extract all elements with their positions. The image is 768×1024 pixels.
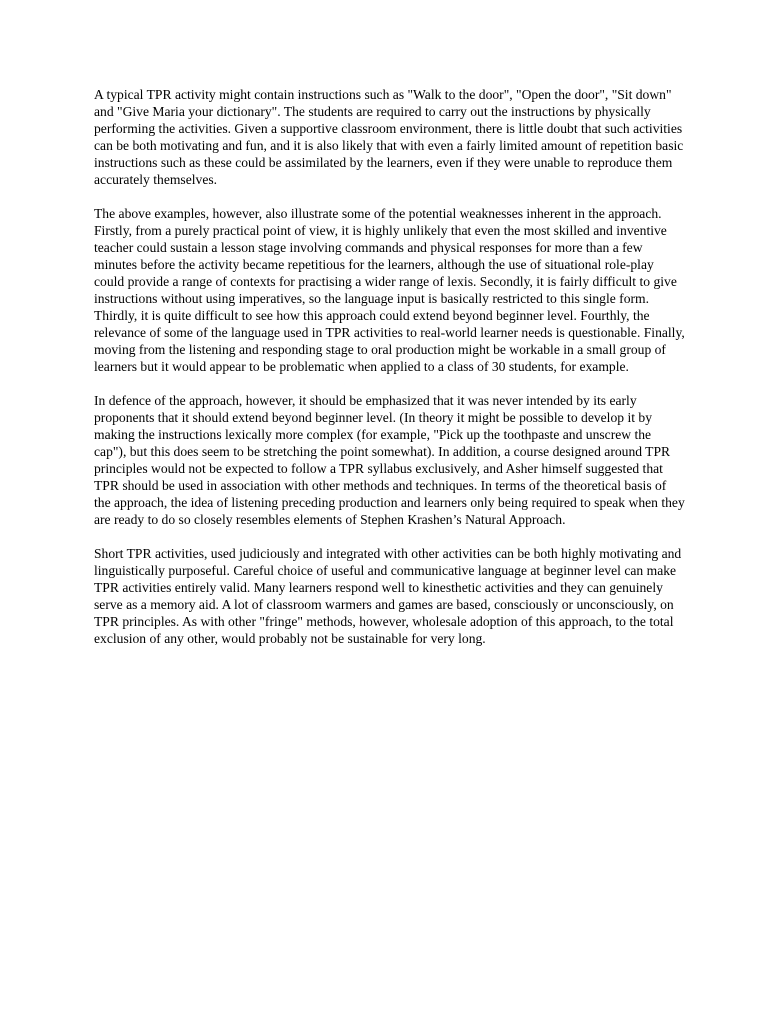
paragraph-2: The above examples, however, also illustrate some of the potential weaknesses inherent in the approach. Firstly, from a purely practical point of view, it is highly unlikely that even the most skilled and inventive teacher could sustain a lesson stage involving commands and physical responses for more than a few minutes before the activity became repetitious for the learners, although the use of situational role-play could provide a range of contexts for practising a wider range of lexis. Secondly, it is fairly difficult to give instructions without using imperatives, so the language input is basically restricted to this single form. Thirdly, it is quite difficult to see how this approach could extend beyond beginner level. Fourthly, the relevance of some of the language used in TPR activities to real-world learner needs is questionable. Finally, moving from the listening and responding stage to oral production might be workable in a small group of learners but it would appear to be problematic when applied to a class of 30 students, for example. xyxy=(94,206,685,374)
document-body xyxy=(94,86,686,664)
paragraph-3: In defence of the approach, however, it should be emphasized that it was never intended by its early proponents that it should extend beyond beginner level. (In theory it might be possible to develop it by making the instructions lexically more complex (for example, "Pick up the toothpaste and unscrew the cap"), but this does seem to be stretching the point somewhat). In addition, a course designed around TPR principles would not be expected to follow a TPR syllabus exclusively, and Asher himself suggested that TPR should be used in association with other methods and techniques. In terms of the theoretical basis of the approach, the idea of listening preceding production and learners only being required to speak when they are ready to do so closely resembles elements of Stephen Krashen’s Natural Approach. xyxy=(94,393,685,527)
paragraph-4: Short TPR activities, used judiciously and integrated with other activities can be both highly motivating and linguistically purposeful. Careful choice of useful and communicative language at beginner level can make TPR activities entirely valid. Many learners respond well to kinesthetic activities and they can genuinely serve as a memory aid. A lot of classroom warmers and games are based, consciously or unconsciously, on TPR principles. As with other "fringe" methods, however, wholesale adoption of this approach, to the total exclusion of any other, would probably not be sustainable for very long. xyxy=(94,546,682,646)
paragraph-1: A typical TPR activity might contain instructions such as "Walk to the door", "Open the door", "Sit down" and "Give Maria your dictionary". The students are required to carry out the instructions by physically performing the activities. Given a supportive classroom environment, there is little doubt that such activities can be both motivating and fun, and it is also likely that with even a fairly limited amount of repetition basic instructions such as these could be assimilated by the learners, even if they were unable to reproduce them accurately themselves. xyxy=(94,87,684,187)
